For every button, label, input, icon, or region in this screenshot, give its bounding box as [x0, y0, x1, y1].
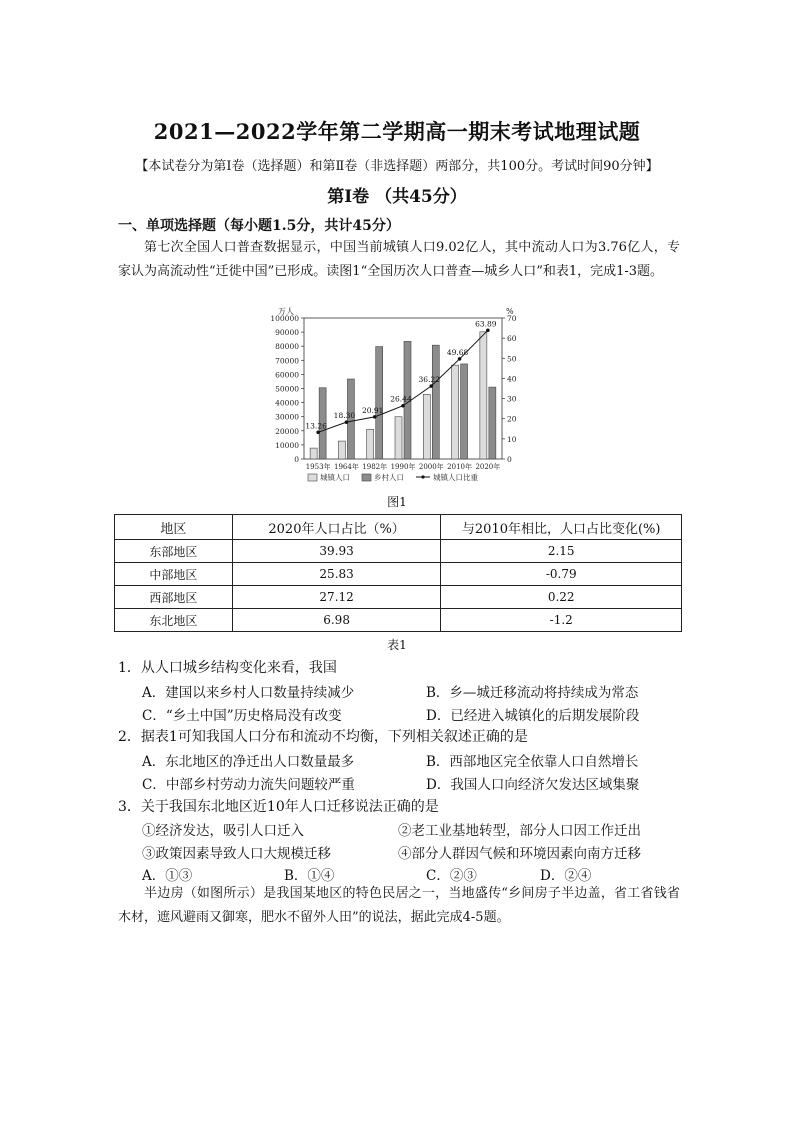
urban-population-bar — [310, 448, 317, 459]
question-3-option-d: D．②④ — [540, 868, 592, 884]
left-axis-tick-label: 40000 — [275, 398, 299, 408]
urban-ratio-point — [486, 329, 490, 333]
rural-population-bar — [461, 364, 468, 459]
question-2-option-d: D．我国人口向经济欠发达区域集聚 — [426, 777, 640, 793]
part-heading: 一、单项选择题（每小题1.5分，共计45分） — [118, 218, 400, 234]
right-axis-tick-label: 30 — [507, 394, 517, 404]
left-axis-tick-label: 90000 — [275, 328, 299, 338]
urban-ratio-point — [345, 420, 349, 424]
question-3-statement-1: ①经济发达，吸引人口迁入 — [142, 823, 304, 839]
legend-urban-label: 城镇人口 — [320, 473, 350, 482]
figure-caption: 图1 — [387, 495, 407, 509]
x-axis-tick-label: 2020年 — [475, 463, 501, 471]
question-3-statement-4: ④部分人群因气候和环境因素向南方迁移 — [398, 846, 641, 862]
urban-ratio-data-label: 20.91 — [361, 405, 384, 415]
legend-rural-swatch — [362, 474, 371, 481]
left-axis-unit: 万人 — [278, 307, 294, 316]
left-axis-tick-label: 100000 — [270, 314, 299, 323]
urban-population-bar — [480, 332, 487, 459]
question-3-stem: 3．关于我国东北地区近10年人口迁移说法正确的是 — [118, 799, 439, 815]
table-cell: 中部地区 — [115, 563, 233, 586]
right-axis-tick-label: 60 — [507, 334, 517, 344]
table-cell: 25.83 — [232, 563, 441, 586]
population-chart — [262, 304, 532, 490]
table-cell: 西部地区 — [115, 586, 233, 609]
exam-note: 【本试卷分为第Ⅰ卷（选择题）和第Ⅱ卷（非选择题）两部分，共100分。考试时间90分钟】 — [135, 159, 659, 174]
question-3-option-a: A．①③ — [142, 868, 193, 884]
question-3-statement-2: ②老工业基地转型，部分人口因工作迁出 — [398, 823, 641, 839]
rural-population-bar — [432, 345, 439, 459]
table-row — [115, 609, 682, 632]
question-2-stem: 2．据表1可知我国人口分布和流动不均衡，下列相关叙述正确的是 — [118, 729, 528, 745]
right-axis-unit: % — [506, 307, 514, 316]
table-header-cell: 地区 — [115, 515, 233, 540]
left-axis-tick-label: 30000 — [275, 412, 299, 422]
table-cell: -0.79 — [441, 563, 682, 586]
region-population-table — [114, 514, 682, 632]
x-axis-tick-label: 1964年 — [334, 463, 359, 471]
right-axis-tick-label: 10 — [507, 434, 517, 444]
table-header-cell: 与2010年相比，人口占比变化(%) — [441, 515, 682, 540]
right-axis-tick-label: 70 — [507, 314, 517, 323]
question-2-option-c: C．中部乡村劳动力流失问题较严重 — [142, 777, 355, 793]
table-cell: 2.15 — [441, 540, 682, 563]
urban-ratio-point — [429, 384, 433, 388]
question-1-option-c: C．“乡土中国”历史格局没有改变 — [142, 708, 342, 724]
x-axis-tick-label: 1990年 — [390, 463, 416, 471]
intro-paragraph: 第七次全国人口普查数据显示，中国当前城镇人口9.02亿人，其中流动人口为3.76亿人，专家认为高流动性“迁徙中国”已形成。读图1“全国历次人口普查—城乡人口”和表1，完成1-3题。 — [118, 240, 680, 279]
right-axis-tick-label: 50 — [507, 354, 517, 364]
urban-ratio-data-label: 63.89 — [475, 319, 497, 329]
table-row — [115, 540, 682, 563]
table-header-row — [115, 515, 682, 540]
urban-ratio-data-label: 13.26 — [305, 421, 327, 431]
table-header-cell: 2020年人口占比（%） — [232, 515, 441, 540]
question-1-option-a: A．建国以来乡村人口数量持续减少 — [142, 685, 355, 701]
left-axis-tick-label: 70000 — [275, 356, 299, 366]
urban-population-bar — [423, 394, 430, 459]
legend-ratio-label: 城镇人口比重 — [433, 473, 478, 482]
x-axis-tick-label: 2000年 — [418, 463, 444, 471]
rural-population-bar — [376, 347, 383, 459]
urban-ratio-point — [458, 357, 462, 361]
right-axis-tick-label: 0 — [507, 455, 512, 464]
x-axis-tick-label: 1953年 — [305, 463, 331, 471]
left-axis-tick-label: 50000 — [275, 384, 299, 394]
x-axis-tick-label: 2010年 — [447, 463, 472, 471]
exam-title: 2021—2022学年第二学期高一期末考试地理试题 — [153, 119, 641, 144]
urban-ratio-data-label: 36.22 — [418, 375, 441, 385]
urban-population-bar — [338, 441, 345, 459]
question-1-option-d: D．已经进入城镇化的后期发展阶段 — [426, 708, 640, 724]
question-1-stem: 1．从人口城乡结构变化来看，我国 — [118, 660, 337, 676]
section-title: 第Ⅰ卷 （共45分） — [327, 187, 467, 207]
left-axis-tick-label: 80000 — [275, 342, 299, 352]
table-row — [115, 563, 682, 586]
right-axis-tick-label: 20 — [507, 414, 517, 424]
urban-population-bar — [452, 365, 459, 459]
urban-ratio-point — [316, 430, 320, 434]
question-2-option-a: A．东北地区的净迁出人口数量最多 — [142, 754, 355, 770]
question-3-option-b: B．①④ — [284, 868, 335, 884]
plot-frame — [304, 318, 502, 459]
left-axis-tick-label: 60000 — [275, 370, 299, 380]
question-3-option-c: C．②③ — [426, 868, 477, 884]
left-axis-tick-label: 20000 — [275, 426, 299, 436]
legend-rural-label: 乡村人口 — [374, 473, 404, 482]
question-2-option-b: B．西部地区完全依靠人口自然增长 — [426, 754, 639, 770]
table-cell: 27.12 — [232, 586, 441, 609]
outro-paragraph: 半边房（如图所示）是我国某地区的特色民居之一，当地盛传“乡间房子半边盖，省工省钱省木材，遮风避雨又御寒，肥水不留外人田”的说法，据此完成4-5题。 — [118, 886, 680, 925]
urban-ratio-data-label: 26.44 — [390, 394, 412, 404]
table-cell: 6.98 — [232, 609, 441, 632]
table-caption: 表1 — [387, 638, 407, 652]
table-row — [115, 586, 682, 609]
urban-ratio-data-label: 18.30 — [333, 411, 356, 421]
urban-population-bar — [395, 417, 402, 459]
table-cell: 东部地区 — [115, 540, 233, 563]
rural-population-bar — [489, 387, 496, 459]
urban-ratio-point — [373, 415, 377, 419]
table-cell: 东北地区 — [115, 609, 233, 632]
legend-ratio-marker — [421, 475, 424, 478]
legend-urban-swatch — [308, 474, 317, 481]
urban-ratio-point — [401, 404, 405, 408]
urban-ratio-data-label: 49.68 — [446, 347, 469, 357]
urban-population-bar — [367, 429, 374, 459]
left-axis-tick-label: 10000 — [275, 440, 299, 450]
question-3-statement-3: ③政策因素导致人口大规模迁移 — [142, 846, 331, 862]
table-cell: 39.93 — [232, 540, 441, 563]
table-cell: 0.22 — [441, 586, 682, 609]
x-axis-tick-label: 1982年 — [362, 463, 388, 471]
left-axis-tick-label: 0 — [294, 455, 299, 464]
question-1-option-b: B．乡—城迁移流动将持续成为常态 — [426, 685, 639, 701]
table-cell: -1.2 — [441, 609, 682, 632]
right-axis-tick-label: 40 — [507, 374, 517, 384]
